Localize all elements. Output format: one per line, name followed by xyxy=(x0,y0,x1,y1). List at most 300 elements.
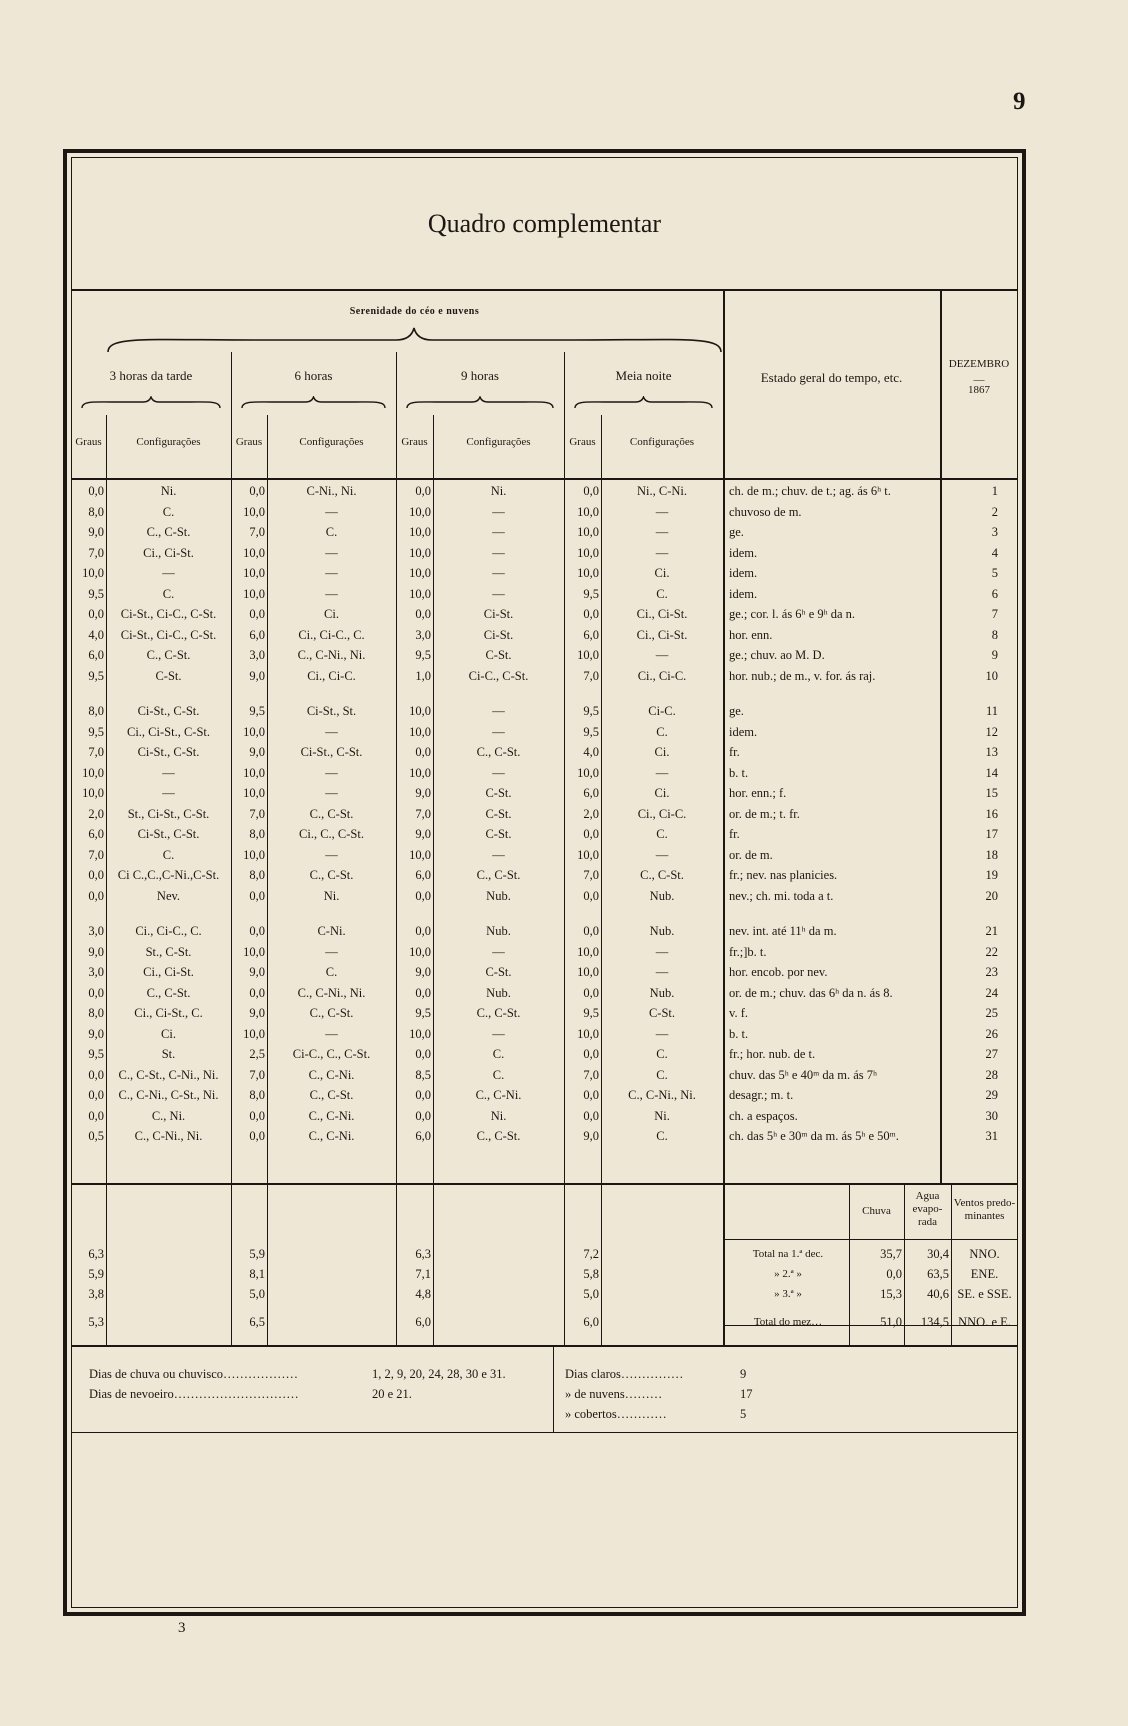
cell-graus: 10,0 xyxy=(243,765,265,780)
cell-configuracoes: C. xyxy=(656,1047,668,1061)
cell-configuracoes: — xyxy=(492,704,505,718)
cell-configuracoes: C-St. xyxy=(485,827,512,841)
cell-graus: 6,0 xyxy=(415,1129,431,1143)
cell-graus: 10,0 xyxy=(577,1026,599,1041)
cell-graus: 9,0 xyxy=(249,965,265,979)
cell-graus: 9,0 xyxy=(249,745,265,759)
summary-ventos: NNO. xyxy=(969,1247,1000,1261)
cell-configuracoes: Ci., Ci-C. xyxy=(637,668,687,683)
cell-graus: 10,0 xyxy=(409,504,431,519)
summary-chuva: 35,7 xyxy=(880,1247,902,1261)
cell-configuracoes: — xyxy=(492,586,505,601)
cell-configuracoes: Ci-St., C-St. xyxy=(137,827,200,841)
cell-configuracoes: Ci-St., C-St. xyxy=(300,745,363,759)
cell-configuracoes: C. xyxy=(656,586,668,601)
cell-configuracoes: C., C-St. xyxy=(309,868,354,882)
cell-graus: 0,0 xyxy=(415,1047,431,1061)
cell-estado: fr.; nev. nas planicies. xyxy=(729,868,838,882)
cell-graus: 0,0 xyxy=(415,745,431,759)
cell-graus: 0,0 xyxy=(583,607,599,621)
cell-configuracoes: Ci-C. xyxy=(648,704,676,718)
cell-graus: 10,0 xyxy=(577,504,599,519)
summary-graus: 5,9 xyxy=(88,1267,104,1281)
cell-graus: 10,0 xyxy=(577,648,599,662)
cell-configuracoes: Ci. xyxy=(161,1026,176,1041)
cell-graus: 9,5 xyxy=(88,1047,104,1061)
cell-day: 18 xyxy=(985,847,998,862)
cell-configuracoes: Nub. xyxy=(649,888,675,903)
cell-configuracoes: — xyxy=(655,847,669,862)
cell-graus: 6,0 xyxy=(415,868,431,882)
cell-graus: 7,0 xyxy=(415,806,431,821)
subheader-graus: Graus xyxy=(401,436,428,448)
cell-graus: 9,0 xyxy=(249,668,265,683)
cell-graus: 0,0 xyxy=(88,868,104,882)
cell-configuracoes: — xyxy=(492,765,505,780)
signature-mark: 3 xyxy=(178,1620,186,1636)
cell-graus: 10,0 xyxy=(409,944,431,959)
summary-header-bottom xyxy=(723,1239,1018,1240)
cell-graus: 6,0 xyxy=(88,827,104,841)
cell-configuracoes: — xyxy=(325,566,338,580)
group-brace xyxy=(106,326,723,356)
cell-day: 27 xyxy=(985,1047,998,1061)
cell-configuracoes: St. xyxy=(161,1047,176,1061)
cell-configuracoes: — xyxy=(655,1026,669,1041)
cell-graus: 10,0 xyxy=(409,765,431,780)
cell-estado: idem. xyxy=(729,566,758,580)
cell-day: 30 xyxy=(985,1108,998,1123)
cell-configuracoes: Ci-St. xyxy=(483,607,514,621)
cell-graus: 10,0 xyxy=(409,1026,431,1041)
cell-configuracoes: Ci-St., St. xyxy=(306,704,357,718)
footer-divider xyxy=(553,1345,554,1432)
cell-day: 21 xyxy=(985,924,998,938)
cell-graus: 0,0 xyxy=(415,924,431,938)
cell-estado: chuv. das 5ʰ e 40ᵐ da m. ás 7ʰ xyxy=(729,1067,878,1082)
subheader-configuracoes: Configurações xyxy=(299,436,364,448)
cell-graus: 10,0 xyxy=(409,525,431,539)
cell-configuracoes: Ci., Ci-C., C. xyxy=(298,627,365,642)
footer-nuvens-label: » de nuvens……… xyxy=(565,1387,663,1401)
subheader-graus: Graus xyxy=(75,436,102,448)
cell-configuracoes: Ci., C., C-St. xyxy=(299,827,364,841)
cell-graus: 8,0 xyxy=(88,1006,104,1020)
cell-configuracoes: C., C-Ni., C-St., Ni. xyxy=(118,1088,219,1102)
footer-nevoeiro-value: 20 e 21. xyxy=(372,1387,412,1401)
cell-graus: 9,5 xyxy=(249,704,265,718)
cell-configuracoes: — xyxy=(655,545,669,560)
cell-day: 11 xyxy=(985,704,998,718)
footer-bottom-rule xyxy=(71,1432,1018,1433)
summary-graus: 8,1 xyxy=(249,1267,265,1281)
cell-graus: 10,0 xyxy=(243,566,265,580)
cell-estado: or. de m.; t. fr. xyxy=(729,806,800,821)
cell-graus: 0,0 xyxy=(88,1088,104,1102)
cell-graus: 7,0 xyxy=(583,1067,599,1082)
summary-ventos: ENE. xyxy=(970,1267,999,1281)
period-brace xyxy=(241,396,386,410)
footer-top-rule xyxy=(71,1345,1018,1347)
cell-graus: 8,0 xyxy=(249,827,265,841)
cell-configuracoes: — xyxy=(325,545,338,560)
cell-graus: 7,0 xyxy=(88,545,104,560)
summary-graus: 6,0 xyxy=(583,1315,599,1329)
subheader-configuracoes: Configurações xyxy=(136,436,201,448)
cell-configuracoes: C., C-St. xyxy=(476,1006,521,1020)
cell-configuracoes: Ci-St., Ci-C., C-St. xyxy=(120,627,217,642)
period-title: 9 horas xyxy=(461,368,499,383)
cell-estado: idem. xyxy=(729,586,758,601)
cell-configuracoes: C., C-Ni., Ni. xyxy=(628,1088,696,1102)
cell-graus: 3,0 xyxy=(249,648,265,662)
cell-graus: 0,5 xyxy=(88,1129,104,1143)
cell-configuracoes: C., C-Ni. xyxy=(308,1129,355,1143)
footer-chuva-value: 1, 2, 9, 20, 24, 28, 30 e 31. xyxy=(372,1367,506,1381)
cell-graus: 9,0 xyxy=(415,965,431,979)
summary-label: » 2.ª » xyxy=(774,1268,802,1280)
cell-configuracoes: — xyxy=(492,566,505,580)
cell-day: 20 xyxy=(985,888,998,903)
cell-graus: 0,0 xyxy=(88,888,104,903)
cell-graus: 0,0 xyxy=(583,1088,599,1102)
cell-configuracoes: Nub. xyxy=(486,924,511,938)
cell-configuracoes: — xyxy=(492,1026,505,1041)
cell-graus: 9,0 xyxy=(249,1006,265,1020)
cell-configuracoes: — xyxy=(325,786,338,800)
footer-chuva-label: Dias de chuva ou chuvisco……………… xyxy=(89,1367,298,1381)
subheader-configuracoes: Configurações xyxy=(629,436,695,448)
cell-configuracoes: — xyxy=(325,1026,338,1041)
page-number: 9 xyxy=(1013,88,1026,115)
cell-estado: fr.; hor. nub. de t. xyxy=(729,1047,816,1061)
cell-graus: 7,0 xyxy=(88,847,104,862)
cell-graus: 10,0 xyxy=(577,847,599,862)
summary-label: Total do mez… xyxy=(753,1316,823,1328)
cell-graus: 10,0 xyxy=(243,724,265,739)
cell-estado: ge.; chuv. ao M. D. xyxy=(729,648,825,662)
cell-estado: chuvoso de m. xyxy=(729,504,802,519)
cell-estado: ge. xyxy=(729,704,744,718)
cell-estado: hor. nub.; de m., v. for. ás raj. xyxy=(729,668,876,683)
cell-configuracoes: Ni. xyxy=(490,484,507,498)
cell-configuracoes: C. xyxy=(656,1129,668,1143)
cell-day: 15 xyxy=(985,786,998,800)
cell-configuracoes: Ci., Ci-St. xyxy=(143,545,194,560)
summary-graus: 6,5 xyxy=(249,1315,265,1329)
cell-estado: b. t. xyxy=(729,765,749,780)
cell-configuracoes: — xyxy=(492,847,505,862)
cell-graus: 3,0 xyxy=(88,965,104,979)
cell-configuracoes: Ci., Ci-C. xyxy=(307,668,356,683)
summary-header-agua: Agua xyxy=(915,1190,940,1202)
cell-graus: 7,0 xyxy=(249,525,265,539)
cell-graus: 6,0 xyxy=(583,627,599,642)
summary-graus: 5,0 xyxy=(249,1287,265,1301)
cell-configuracoes: C-Ni. xyxy=(317,924,346,938)
cell-graus: 0,0 xyxy=(583,888,599,903)
cell-graus: 10,0 xyxy=(577,944,599,959)
cell-graus: 0,0 xyxy=(249,1108,265,1123)
cell-graus: 6,0 xyxy=(88,648,104,662)
cell-configuracoes: Ci. xyxy=(654,786,670,800)
cell-estado: desagr.; m. t. xyxy=(729,1088,794,1102)
cell-graus: 9,0 xyxy=(415,827,431,841)
cell-configuracoes: C. xyxy=(656,1067,668,1082)
cell-configuracoes: C-St. xyxy=(155,668,182,683)
cell-day: 7 xyxy=(991,607,998,621)
cell-configuracoes: Ci-St., C-St. xyxy=(137,704,200,718)
cell-configuracoes: — xyxy=(492,525,505,539)
cell-configuracoes: C., C-St. xyxy=(309,806,354,821)
cell-configuracoes: C-St. xyxy=(648,1006,676,1020)
period-title: 3 horas da tarde xyxy=(109,368,193,383)
cell-graus: 7,0 xyxy=(249,1067,265,1082)
cell-graus: 0,0 xyxy=(583,1047,599,1061)
cell-day: 29 xyxy=(985,1088,998,1102)
period-title: 6 horas xyxy=(294,368,333,383)
cell-graus: 7,0 xyxy=(249,806,265,821)
cell-configuracoes: C., C-St. xyxy=(476,1129,521,1143)
cell-graus: 10,0 xyxy=(243,944,265,959)
cell-graus: 10,0 xyxy=(409,586,431,601)
cell-graus: 4,0 xyxy=(88,627,104,642)
cell-graus: 10,0 xyxy=(243,586,265,601)
cell-configuracoes: C. xyxy=(162,847,175,862)
summary-graus: 5,8 xyxy=(583,1267,599,1281)
cell-graus: 10,0 xyxy=(409,724,431,739)
summary-header-agua: rada xyxy=(918,1216,937,1228)
cell-estado: ch. das 5ʰ e 30ᵐ da m. ás 5ʰ e 50ᵐ. xyxy=(729,1129,899,1143)
summary-agua: 134,5 xyxy=(920,1315,949,1329)
cell-graus: 0,0 xyxy=(88,1067,104,1082)
summary-graus: 5,0 xyxy=(583,1287,599,1301)
summary-graus: 7,2 xyxy=(583,1247,599,1261)
cell-graus: 9,5 xyxy=(583,1006,599,1020)
cell-configuracoes: Nub. xyxy=(486,888,511,903)
cell-day: 8 xyxy=(991,627,998,642)
cell-day: 28 xyxy=(985,1067,998,1082)
cell-configuracoes: — xyxy=(655,765,669,780)
cell-configuracoes: — xyxy=(655,525,669,539)
cell-graus: 9,5 xyxy=(88,724,104,739)
cell-configuracoes: Ci., Ci-St. xyxy=(143,965,194,979)
cell-graus: 9,0 xyxy=(88,1026,104,1041)
cell-configuracoes: — xyxy=(162,566,175,580)
cell-configuracoes: Ci., Ci-C. xyxy=(637,806,687,821)
cell-configuracoes: Ci. xyxy=(324,607,339,621)
cell-configuracoes: Ci-C., C-St. xyxy=(468,668,529,683)
cell-configuracoes: C., C-Ni. xyxy=(308,1067,355,1082)
cell-estado: hor. enn.; f. xyxy=(729,786,787,800)
footer-nuvens-value: 17 xyxy=(740,1387,753,1401)
cell-configuracoes: — xyxy=(325,847,338,862)
month-header: DEZEMBRO xyxy=(948,358,1010,370)
cell-graus: 10,0 xyxy=(577,545,599,560)
cell-graus: 0,0 xyxy=(249,1129,265,1143)
cell-configuracoes: Ci. xyxy=(654,566,670,580)
cell-graus: 0,0 xyxy=(88,1108,104,1123)
cell-estado: idem. xyxy=(729,724,758,739)
cell-configuracoes: Ci., Ci-St., C. xyxy=(134,1006,203,1020)
cell-graus: 10,0 xyxy=(409,847,431,862)
cell-configuracoes: C., C-St. xyxy=(146,648,191,662)
cell-day: 22 xyxy=(985,944,998,959)
cell-day: 10 xyxy=(985,668,998,683)
cell-day: 2 xyxy=(991,504,998,519)
cell-configuracoes: Ci-St., C-St. xyxy=(137,745,200,759)
summary-agua: 40,6 xyxy=(927,1287,949,1301)
cell-estado: b. t. xyxy=(729,1026,749,1041)
cell-graus: 0,0 xyxy=(88,484,104,498)
cell-graus: 10,0 xyxy=(409,704,431,718)
cell-graus: 9,5 xyxy=(88,668,104,683)
cell-configuracoes: St., Ci-St., C-St. xyxy=(127,806,210,821)
cell-graus: 9,0 xyxy=(88,944,104,959)
cell-estado: fr. xyxy=(729,827,740,841)
cell-configuracoes: Nub. xyxy=(486,985,511,1000)
month-dash: — xyxy=(973,374,985,386)
cell-configuracoes: — xyxy=(325,504,338,519)
cell-day: 25 xyxy=(985,1006,998,1020)
cell-configuracoes: — xyxy=(655,944,669,959)
page-title: Quadro complementar xyxy=(427,209,662,238)
cell-graus: 6,0 xyxy=(583,786,599,800)
cell-configuracoes: Ci., Ci-St. xyxy=(636,627,688,642)
cell-configuracoes: C. xyxy=(162,504,175,519)
cell-configuracoes: — xyxy=(492,545,505,560)
cell-configuracoes: Ni. xyxy=(654,1108,670,1123)
cell-estado: nev. int. até 11ʰ da m. xyxy=(729,924,837,938)
summary-graus: 6,3 xyxy=(88,1247,104,1261)
cell-day: 4 xyxy=(991,545,998,560)
cell-configuracoes: Ci., Ci-C., C. xyxy=(135,924,202,938)
cell-configuracoes: Ni., C-Ni. xyxy=(637,484,687,498)
cell-configuracoes: — xyxy=(655,504,669,519)
cell-estado: or. de m. xyxy=(729,847,773,862)
estado-column-rule xyxy=(723,289,725,1345)
estado-header: Estado geral do tempo, etc. xyxy=(760,370,903,385)
cell-configuracoes: Ci-C., C., C-St. xyxy=(292,1047,371,1061)
cell-graus: 3,0 xyxy=(415,627,431,642)
cell-configuracoes: C. xyxy=(325,525,338,539)
cell-configuracoes: Nub. xyxy=(649,924,675,938)
cell-graus: 0,0 xyxy=(249,888,265,903)
period-brace xyxy=(81,396,221,410)
subheader-configuracoes: Configurações xyxy=(466,436,531,448)
summary-rule xyxy=(723,1183,1018,1184)
cell-graus: 10,0 xyxy=(577,525,599,539)
footer-claros-label: Dias claros…………… xyxy=(565,1367,684,1381)
cell-configuracoes: C., C-Ni. xyxy=(308,1108,355,1123)
footer-claros-value: 9 xyxy=(740,1367,747,1381)
cell-estado: hor. encob. por nev. xyxy=(729,965,828,979)
cell-configuracoes: — xyxy=(162,765,175,780)
summary-ventos: NNO. e E. xyxy=(958,1315,1011,1329)
cell-estado: ch. a espaços. xyxy=(729,1108,798,1123)
cell-configuracoes: C., C-St. xyxy=(146,985,191,1000)
cell-configuracoes: Ni. xyxy=(323,888,340,903)
cell-configuracoes: C. xyxy=(325,965,338,979)
cell-graus: 10,0 xyxy=(243,1026,265,1041)
cell-graus: 10,0 xyxy=(82,765,104,780)
summary-graus: 5,3 xyxy=(88,1315,104,1329)
cell-graus: 2,0 xyxy=(88,806,104,821)
cell-graus: 8,5 xyxy=(415,1067,431,1082)
cell-configuracoes: — xyxy=(655,965,669,979)
cell-estado: fr. xyxy=(729,745,740,759)
cell-configuracoes: — xyxy=(325,586,338,601)
header-bottom-rule xyxy=(71,478,1018,480)
cell-configuracoes: — xyxy=(325,724,338,739)
cell-graus: 0,0 xyxy=(249,484,265,498)
cell-configuracoes: Nub. xyxy=(649,985,675,1000)
summary-header-ventos: minantes xyxy=(964,1210,1005,1222)
cell-day: 26 xyxy=(985,1026,998,1041)
cell-configuracoes: C-St. xyxy=(485,648,512,662)
cell-graus: 0,0 xyxy=(583,985,599,1000)
cell-configuracoes: Nev. xyxy=(156,888,181,903)
cell-configuracoes: C., Ni. xyxy=(151,1108,186,1123)
summary-agua: 63,5 xyxy=(927,1267,949,1281)
summary-label: Total na 1.ª dec. xyxy=(752,1248,824,1260)
cell-graus: 0,0 xyxy=(415,1108,431,1123)
cell-graus: 7,0 xyxy=(583,868,599,882)
cell-configuracoes: C., C-St. xyxy=(476,868,521,882)
summary-total-rule xyxy=(723,1325,1018,1326)
cell-graus: 9,5 xyxy=(415,648,431,662)
cell-configuracoes: C., C-St. xyxy=(146,525,191,539)
cell-estado: nev.; ch. mi. toda a t. xyxy=(729,888,834,903)
summary-header-ventos: Ventos predo- xyxy=(953,1197,1016,1209)
footer-cobertos-value: 5 xyxy=(740,1407,747,1421)
cell-configuracoes: Ci. xyxy=(654,745,670,759)
cell-graus: 9,5 xyxy=(415,1006,431,1020)
cell-estado: hor. enn. xyxy=(729,627,773,642)
subheader-graus: Graus xyxy=(235,436,263,448)
cell-day: 9 xyxy=(991,648,998,662)
summary-header-chuva: Chuva xyxy=(862,1205,891,1217)
cell-configuracoes: C., C-Ni. xyxy=(475,1088,522,1102)
cell-graus: 0,0 xyxy=(583,924,599,938)
cell-estado: fr.;]b. t. xyxy=(729,944,767,959)
cell-graus: 0,0 xyxy=(583,827,599,841)
cell-configuracoes: Ci-St. xyxy=(483,627,514,642)
cell-graus: 3,0 xyxy=(88,924,104,938)
cell-day: 1 xyxy=(991,484,998,498)
cell-configuracoes: C., C-St. xyxy=(640,868,684,882)
cell-configuracoes: St., C-St. xyxy=(145,944,192,959)
summary-header-agua: evapo- xyxy=(912,1203,943,1215)
summary-ventos: SE. e SSE. xyxy=(957,1287,1012,1301)
cell-graus: 0,0 xyxy=(415,985,431,1000)
cell-configuracoes: Ci., Ci-St. xyxy=(636,607,688,621)
cell-graus: 10,0 xyxy=(409,566,431,580)
cell-day: 5 xyxy=(991,566,998,580)
cell-graus: 8,0 xyxy=(88,504,104,519)
cell-graus: 9,5 xyxy=(583,704,599,718)
cell-graus: 10,0 xyxy=(409,545,431,560)
cell-graus: 7,0 xyxy=(88,745,104,759)
cell-graus: 0,0 xyxy=(583,484,599,498)
year-header: 1867 xyxy=(968,384,990,396)
cell-graus: 6,0 xyxy=(249,627,265,642)
summary-graus: 6,3 xyxy=(415,1247,431,1261)
cell-graus: 0,0 xyxy=(415,888,431,903)
cell-estado: or. de m.; chuv. das 6ʰ da n. ás 8. xyxy=(729,985,893,1000)
cell-day: 16 xyxy=(985,806,998,821)
summary-graus: 6,0 xyxy=(415,1315,431,1329)
